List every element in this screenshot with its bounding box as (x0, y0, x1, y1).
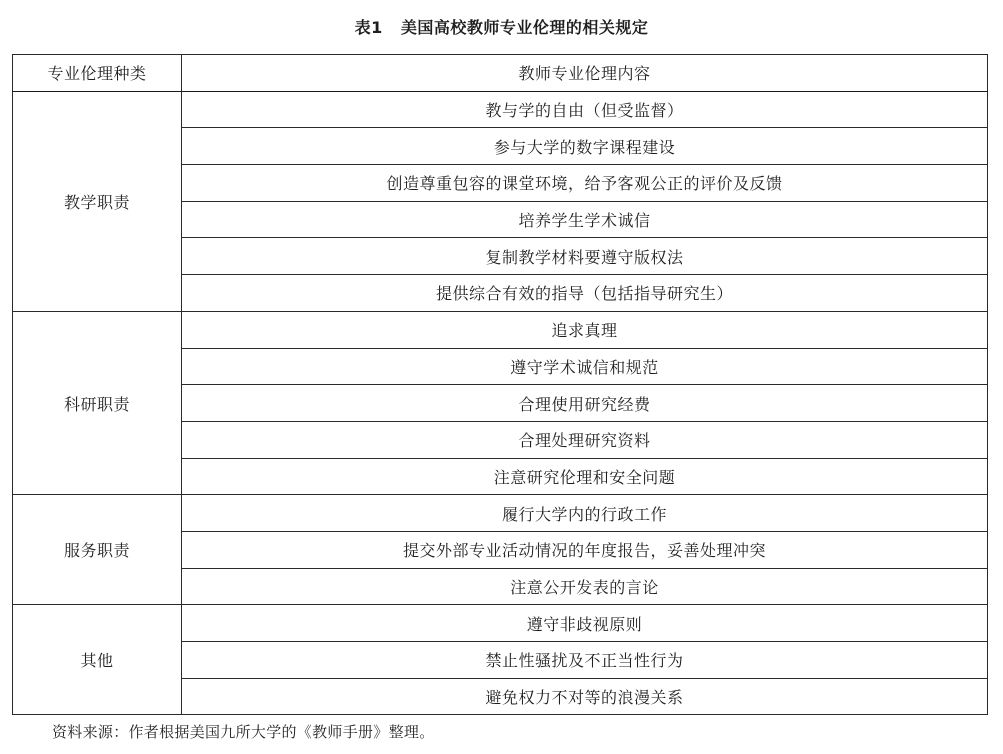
content-cell: 复制教学材料要遵守版权法 (182, 238, 988, 275)
table-number: 表1 (354, 18, 383, 37)
source-note: 资料来源：作者根据美国九所大学的《教师手册》整理。 (52, 723, 435, 741)
content-cell: 参与大学的数字课程建设 (182, 128, 988, 165)
table-row (13, 91, 988, 128)
table-body (13, 91, 988, 715)
content-cell: 禁止性骚扰及不正当性行为 (182, 642, 988, 679)
content-cell: 提供综合有效的指导（包括指导研究生） (182, 275, 988, 312)
header-content: 教师专业伦理内容 (182, 55, 988, 92)
content-cell: 注意研究伦理和安全问题 (182, 458, 988, 495)
content-cell: 提交外部专业活动情况的年度报告，妥善处理冲突 (182, 531, 988, 568)
header-row (13, 55, 988, 92)
category-cell-research: 科研职责 (13, 311, 182, 494)
content-cell: 遵守学术诚信和规范 (182, 348, 988, 385)
category-cell-service: 服务职责 (13, 495, 182, 605)
content-cell: 培养学生学术诚信 (182, 201, 988, 238)
category-cell-other: 其他 (13, 605, 182, 715)
header-category: 专业伦理种类 (13, 55, 182, 92)
content-cell: 遵守非歧视原则 (182, 605, 988, 642)
content-cell: 履行大学内的行政工作 (182, 495, 988, 532)
table-row (13, 605, 988, 642)
content-cell: 追求真理 (182, 311, 988, 348)
ethics-table (12, 54, 988, 715)
category-cell-teaching: 教学职责 (13, 91, 182, 311)
table-row (13, 311, 988, 348)
content-cell: 避免权力不对等的浪漫关系 (182, 678, 988, 715)
content-cell: 创造尊重包容的课堂环境，给予客观公正的评价及反馈 (182, 165, 988, 202)
content-cell: 合理使用研究经费 (182, 385, 988, 422)
content-cell: 注意公开发表的言论 (182, 568, 988, 605)
table-row (13, 495, 988, 532)
table-caption (0, 15, 1003, 38)
table-title: 美国高校教师专业伦理的相关规定 (400, 18, 649, 37)
content-cell: 合理处理研究资料 (182, 421, 988, 458)
content-cell: 教与学的自由（但受监督） (182, 91, 988, 128)
